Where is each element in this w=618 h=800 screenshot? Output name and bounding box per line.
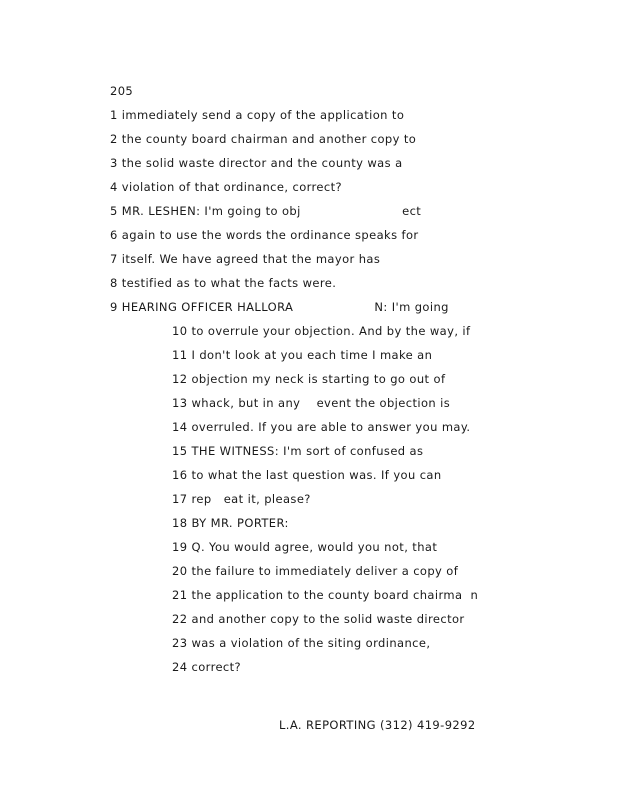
page-number: 205: [110, 84, 134, 98]
line-number: 13: [172, 396, 188, 410]
transcript-line-22: [172, 612, 465, 626]
line-text: the county board chairman and another copy to: [117, 132, 417, 146]
line-text: Q. You would agree, would you not, that: [187, 540, 438, 554]
reporter-footer: L.A. REPORTING (312) 419-9292: [279, 718, 476, 732]
transcript-line-14: [172, 420, 471, 434]
line-text: correct?: [187, 660, 242, 674]
line-text: was a violation of the siting ordinance,: [187, 636, 431, 650]
line-text: rep eat it, please?: [187, 492, 311, 506]
transcript-line-6: [110, 228, 419, 242]
line-number: 18: [172, 516, 188, 530]
line-number: 3: [110, 156, 118, 170]
line-number: 22: [172, 612, 188, 626]
line-number: 5: [110, 204, 118, 218]
transcript-line-1: [110, 108, 404, 122]
transcript-line-20: [172, 564, 458, 578]
transcript-line-15: [172, 444, 423, 458]
line-number: 15: [172, 444, 188, 458]
transcript-line-7: [110, 252, 380, 266]
transcript-line-24: [172, 660, 241, 674]
transcript-line-13: [172, 396, 450, 410]
transcript-line-5: [110, 204, 421, 218]
line-text: violation of that ordinance, correct?: [117, 180, 343, 194]
line-text: the failure to immediately deliver a copy of: [187, 564, 459, 578]
line-text: the application to the county board chairma n: [187, 588, 479, 602]
line-number: 10: [172, 324, 188, 338]
line-number: 11: [172, 348, 188, 362]
line-text: immediately send a copy of the application to: [117, 108, 405, 122]
line-text: again to use the words the ordinance speaks for: [117, 228, 419, 242]
line-number: 2: [110, 132, 118, 146]
transcript-line-3: [110, 156, 403, 170]
line-number: 23: [172, 636, 188, 650]
line-text: MR. LESHEN: I'm going to obj ect: [117, 204, 422, 218]
line-text: testified as to what the facts were.: [117, 276, 337, 290]
transcript-line-17: [172, 492, 311, 506]
line-text: to what the last question was. If you can: [187, 468, 442, 482]
line-number: 12: [172, 372, 188, 386]
line-text: overruled. If you are able to answer you may.: [187, 420, 471, 434]
line-number: 19: [172, 540, 188, 554]
line-number: 21: [172, 588, 188, 602]
line-number: 14: [172, 420, 188, 434]
transcript-line-23: [172, 636, 430, 650]
transcript-line-21: [172, 588, 478, 602]
line-number: 4: [110, 180, 118, 194]
line-number: 8: [110, 276, 118, 290]
transcript-line-4: [110, 180, 342, 194]
line-text: the solid waste director and the county was a: [117, 156, 403, 170]
line-number: 7: [110, 252, 118, 266]
line-number: 9: [110, 300, 118, 314]
transcript-line-16: [172, 468, 442, 482]
line-text: HEARING OFFICER HALLORA N: I'm going: [117, 300, 449, 314]
transcript-line-9: [110, 300, 449, 314]
line-number: 24: [172, 660, 188, 674]
line-text: I don't look at you each time I make an: [187, 348, 433, 362]
transcript-line-12: [172, 372, 445, 386]
transcript-line-19: [172, 540, 437, 554]
line-number: 16: [172, 468, 188, 482]
line-text: objection my neck is starting to go out of: [187, 372, 446, 386]
transcript-line-10: [172, 324, 470, 338]
line-number: 6: [110, 228, 118, 242]
transcript-line-8: [110, 276, 336, 290]
line-text: itself. We have agreed that the mayor has: [117, 252, 381, 266]
line-number: 20: [172, 564, 188, 578]
line-text: BY MR. PORTER:: [187, 516, 289, 530]
transcript-line-11: [172, 348, 432, 362]
line-text: to overrule your objection. And by the way, if: [187, 324, 471, 338]
line-number: 1: [110, 108, 118, 122]
line-text: whack, but in any event the objection is: [187, 396, 451, 410]
line-text: THE WITNESS: I'm sort of confused as: [187, 444, 424, 458]
line-text: and another copy to the solid waste director: [187, 612, 465, 626]
transcript-line-18: [172, 516, 289, 530]
line-number: 17: [172, 492, 188, 506]
transcript-line-2: [110, 132, 416, 146]
